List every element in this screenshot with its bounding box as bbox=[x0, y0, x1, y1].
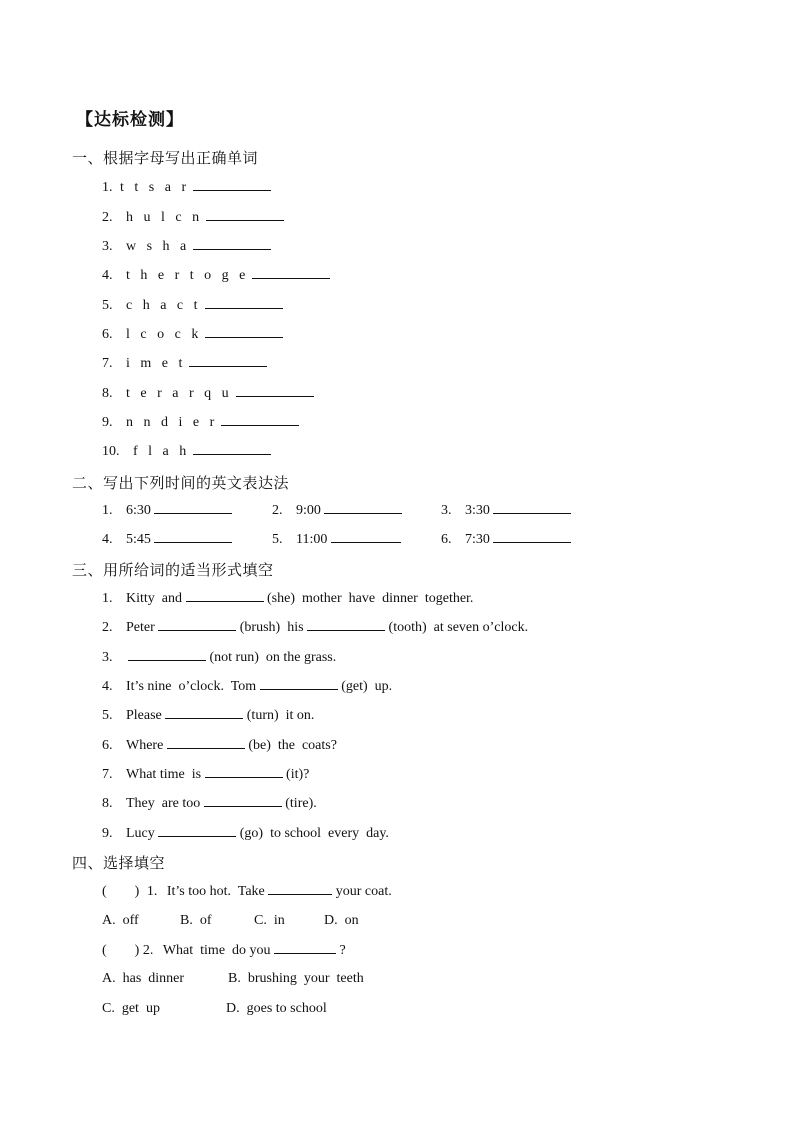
s3-item-7: 7. What time is (it)? bbox=[102, 767, 310, 782]
page-title: 【达标检测】 bbox=[76, 110, 184, 130]
answer-blank[interactable] bbox=[221, 413, 299, 426]
s2-item-2: 2. 9:00 bbox=[272, 501, 402, 520]
answer-blank[interactable] bbox=[186, 589, 264, 602]
answer-blank[interactable] bbox=[205, 765, 283, 778]
option-c[interactable]: C. get up bbox=[102, 1001, 160, 1016]
s3-item-8: 8. They are too (tire). bbox=[102, 796, 317, 811]
answer-paren[interactable]: ( ) bbox=[102, 943, 140, 958]
s4-question-1: ( ) 1. It’s too hot. Take your coat. bbox=[102, 884, 392, 899]
s2-item-3: 3. 3:30 bbox=[441, 501, 571, 520]
answer-blank[interactable] bbox=[493, 530, 571, 543]
s1-item-2: 2. h u l c n bbox=[102, 208, 284, 227]
s1-item-9: 9. n n d i e r bbox=[102, 413, 299, 432]
answer-blank[interactable] bbox=[331, 530, 401, 543]
answer-blank[interactable] bbox=[193, 178, 271, 191]
answer-blank[interactable] bbox=[252, 266, 330, 279]
answer-blank[interactable] bbox=[204, 794, 282, 807]
s1-item-1: 1. t t s a r bbox=[102, 178, 271, 197]
s1-item-7: 7. i m e t bbox=[102, 354, 267, 373]
answer-blank[interactable] bbox=[324, 501, 402, 514]
answer-paren[interactable]: ( ) bbox=[102, 884, 140, 899]
s2-item-5: 5. 11:00 bbox=[272, 530, 401, 549]
answer-blank[interactable] bbox=[128, 648, 206, 661]
s4-question-2: ( ) 2. What time do you ? bbox=[102, 943, 346, 958]
answer-blank[interactable] bbox=[205, 296, 283, 309]
section2-heading: 二、写出下列时间的英文表达法 bbox=[72, 474, 290, 492]
answer-blank[interactable] bbox=[307, 618, 385, 631]
answer-blank[interactable] bbox=[167, 736, 245, 749]
s3-item-1: 1. Kitty and (she) mother have dinner together. bbox=[102, 591, 474, 606]
answer-blank[interactable] bbox=[193, 442, 271, 455]
option-b[interactable]: B. brushing your teeth bbox=[228, 971, 364, 986]
s3-item-9: 9. Lucy (go) to school every day. bbox=[102, 826, 389, 841]
answer-blank[interactable] bbox=[158, 824, 236, 837]
answer-blank[interactable] bbox=[206, 208, 284, 221]
answer-blank[interactable] bbox=[268, 882, 332, 895]
s1-item-4: 4. t h e r t o g e bbox=[102, 266, 330, 285]
option-a[interactable]: A. has dinner bbox=[102, 971, 185, 986]
option-d[interactable]: D. on bbox=[324, 913, 359, 928]
option-d[interactable]: D. goes to school bbox=[226, 1001, 327, 1016]
answer-blank[interactable] bbox=[154, 501, 232, 514]
answer-blank[interactable] bbox=[205, 325, 283, 338]
s3-item-6: 6. Where (be) the coats? bbox=[102, 738, 337, 753]
section3-heading: 三、用所给词的适当形式填空 bbox=[72, 561, 274, 579]
s3-item-5: 5. Please (turn) it on. bbox=[102, 708, 315, 723]
answer-blank[interactable] bbox=[260, 677, 338, 690]
option-a[interactable]: A. off bbox=[102, 913, 139, 928]
answer-blank[interactable] bbox=[154, 530, 232, 543]
s1-item-8: 8. t e r a r q u bbox=[102, 384, 314, 403]
option-c[interactable]: C. in bbox=[254, 913, 285, 928]
s3-item-3: 3. (not run) on the grass. bbox=[102, 650, 337, 665]
s2-item-6: 6. 7:30 bbox=[441, 530, 571, 549]
s2-item-1: 1. 6:30 bbox=[102, 501, 232, 520]
s1-item-6: 6. l c o c k bbox=[102, 325, 283, 344]
option-b[interactable]: B. of bbox=[180, 913, 212, 928]
s2-item-4: 4. 5:45 bbox=[102, 530, 232, 549]
s1-item-3: 3. w s h a bbox=[102, 237, 271, 256]
section1-heading: 一、根据字母写出正确单词 bbox=[72, 149, 259, 167]
answer-blank[interactable] bbox=[189, 354, 267, 367]
section4-heading: 四、选择填空 bbox=[72, 854, 166, 872]
s3-item-2: 2. Peter (brush) his (tooth) at seven o’clock. bbox=[102, 620, 529, 635]
s3-item-4: 4. It’s nine o’clock. Tom (get) up. bbox=[102, 679, 393, 694]
answer-blank[interactable] bbox=[236, 384, 314, 397]
answer-blank[interactable] bbox=[165, 706, 243, 719]
s1-item-10: 10. f l a h bbox=[102, 442, 271, 461]
answer-blank[interactable] bbox=[158, 618, 236, 631]
answer-blank[interactable] bbox=[193, 237, 271, 250]
answer-blank[interactable] bbox=[274, 941, 336, 954]
answer-blank[interactable] bbox=[493, 501, 571, 514]
s1-item-5: 5. c h a c t bbox=[102, 296, 283, 315]
